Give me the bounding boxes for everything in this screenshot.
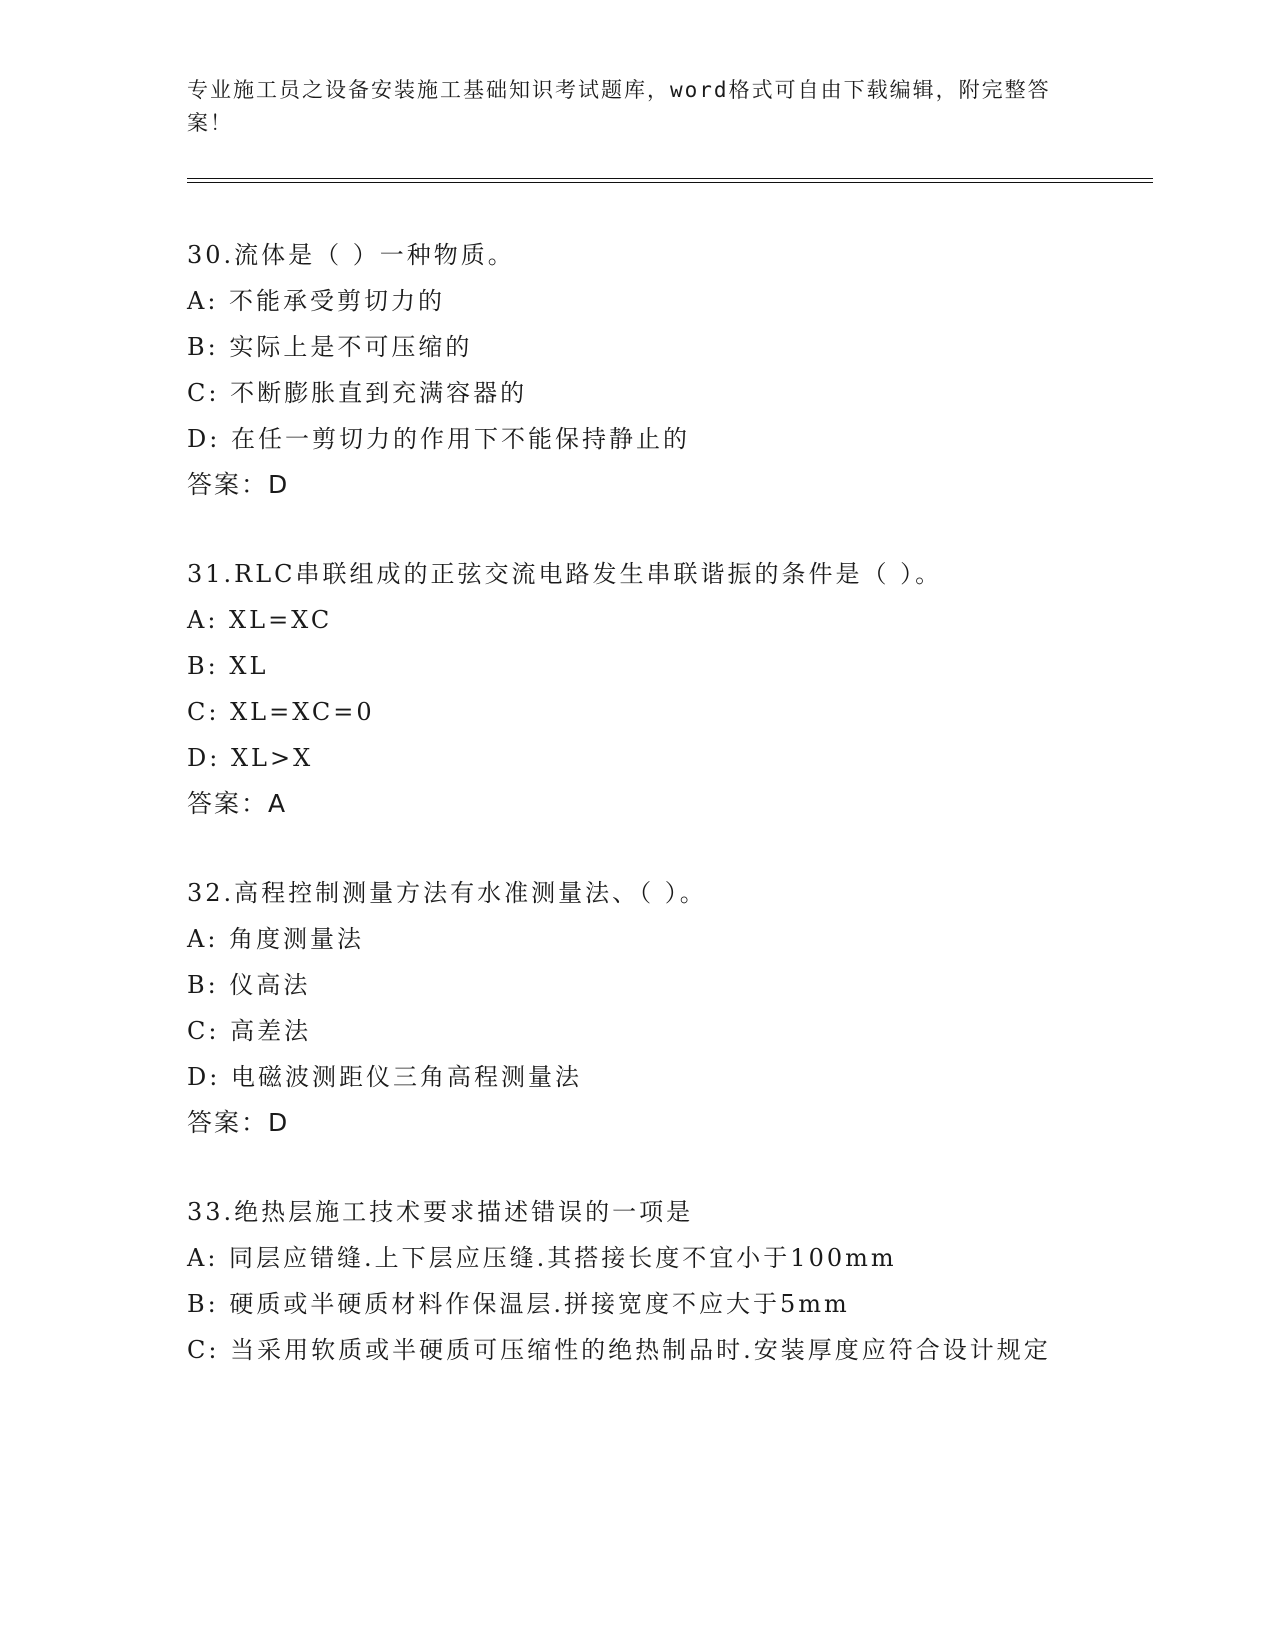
question-30	[187, 232, 1087, 508]
answer: 答案：D	[187, 1108, 290, 1137]
option-a: A: 不能承受剪切力的	[187, 287, 446, 315]
question-32	[187, 870, 1087, 1146]
question-stem: 30.流体是（ ）一种物质。	[187, 241, 515, 269]
question-31	[187, 551, 1087, 827]
option-c: C: XL=XC=0	[187, 698, 375, 726]
option-d: D: 电磁波测距仪三角高程测量法	[187, 1063, 582, 1091]
option-a: A: 角度测量法	[187, 925, 365, 953]
option-c: C: 高差法	[187, 1017, 312, 1045]
option-d: D: XL>X	[187, 744, 314, 772]
header-rule-top	[187, 178, 1153, 179]
question-stem: 32.高程控制测量方法有水准测量法、（ ）。	[187, 879, 707, 907]
option-d: D: 在任一剪切力的作用下不能保持静止的	[187, 425, 690, 453]
document-header: 专业施工员之设备安装施工基础知识考试题库，word格式可自由下载编辑，附完整答案！	[187, 78, 1051, 135]
option-b: B: 实际上是不可压缩的	[187, 333, 473, 361]
option-c: C: 当采用软质或半硬质可压缩性的绝热制品时.安装厚度应符合设计规定	[187, 1336, 1051, 1364]
question-stem: 33.绝热层施工技术要求描述错误的一项是	[187, 1198, 694, 1226]
header-rule-bottom	[187, 182, 1153, 183]
question-33	[187, 1189, 1087, 1373]
option-a: A: 同层应错缝.上下层应压缝.其搭接长度不宜小于100mm	[187, 1244, 897, 1272]
option-c: C: 不断膨胀直到充满容器的	[187, 379, 528, 407]
answer: 答案：D	[187, 470, 290, 499]
option-b: B: 仪高法	[187, 971, 311, 999]
answer: 答案：A	[187, 789, 288, 818]
option-b: B: 硬质或半硬质材料作保温层.拼接宽度不应大于5mm	[187, 1290, 850, 1318]
question-stem: 31.RLC串联组成的正弦交流电路发生串联谐振的条件是（ ）。	[187, 560, 943, 588]
option-a: A: XL=XC	[187, 606, 333, 634]
option-b: B: XL	[187, 652, 269, 680]
